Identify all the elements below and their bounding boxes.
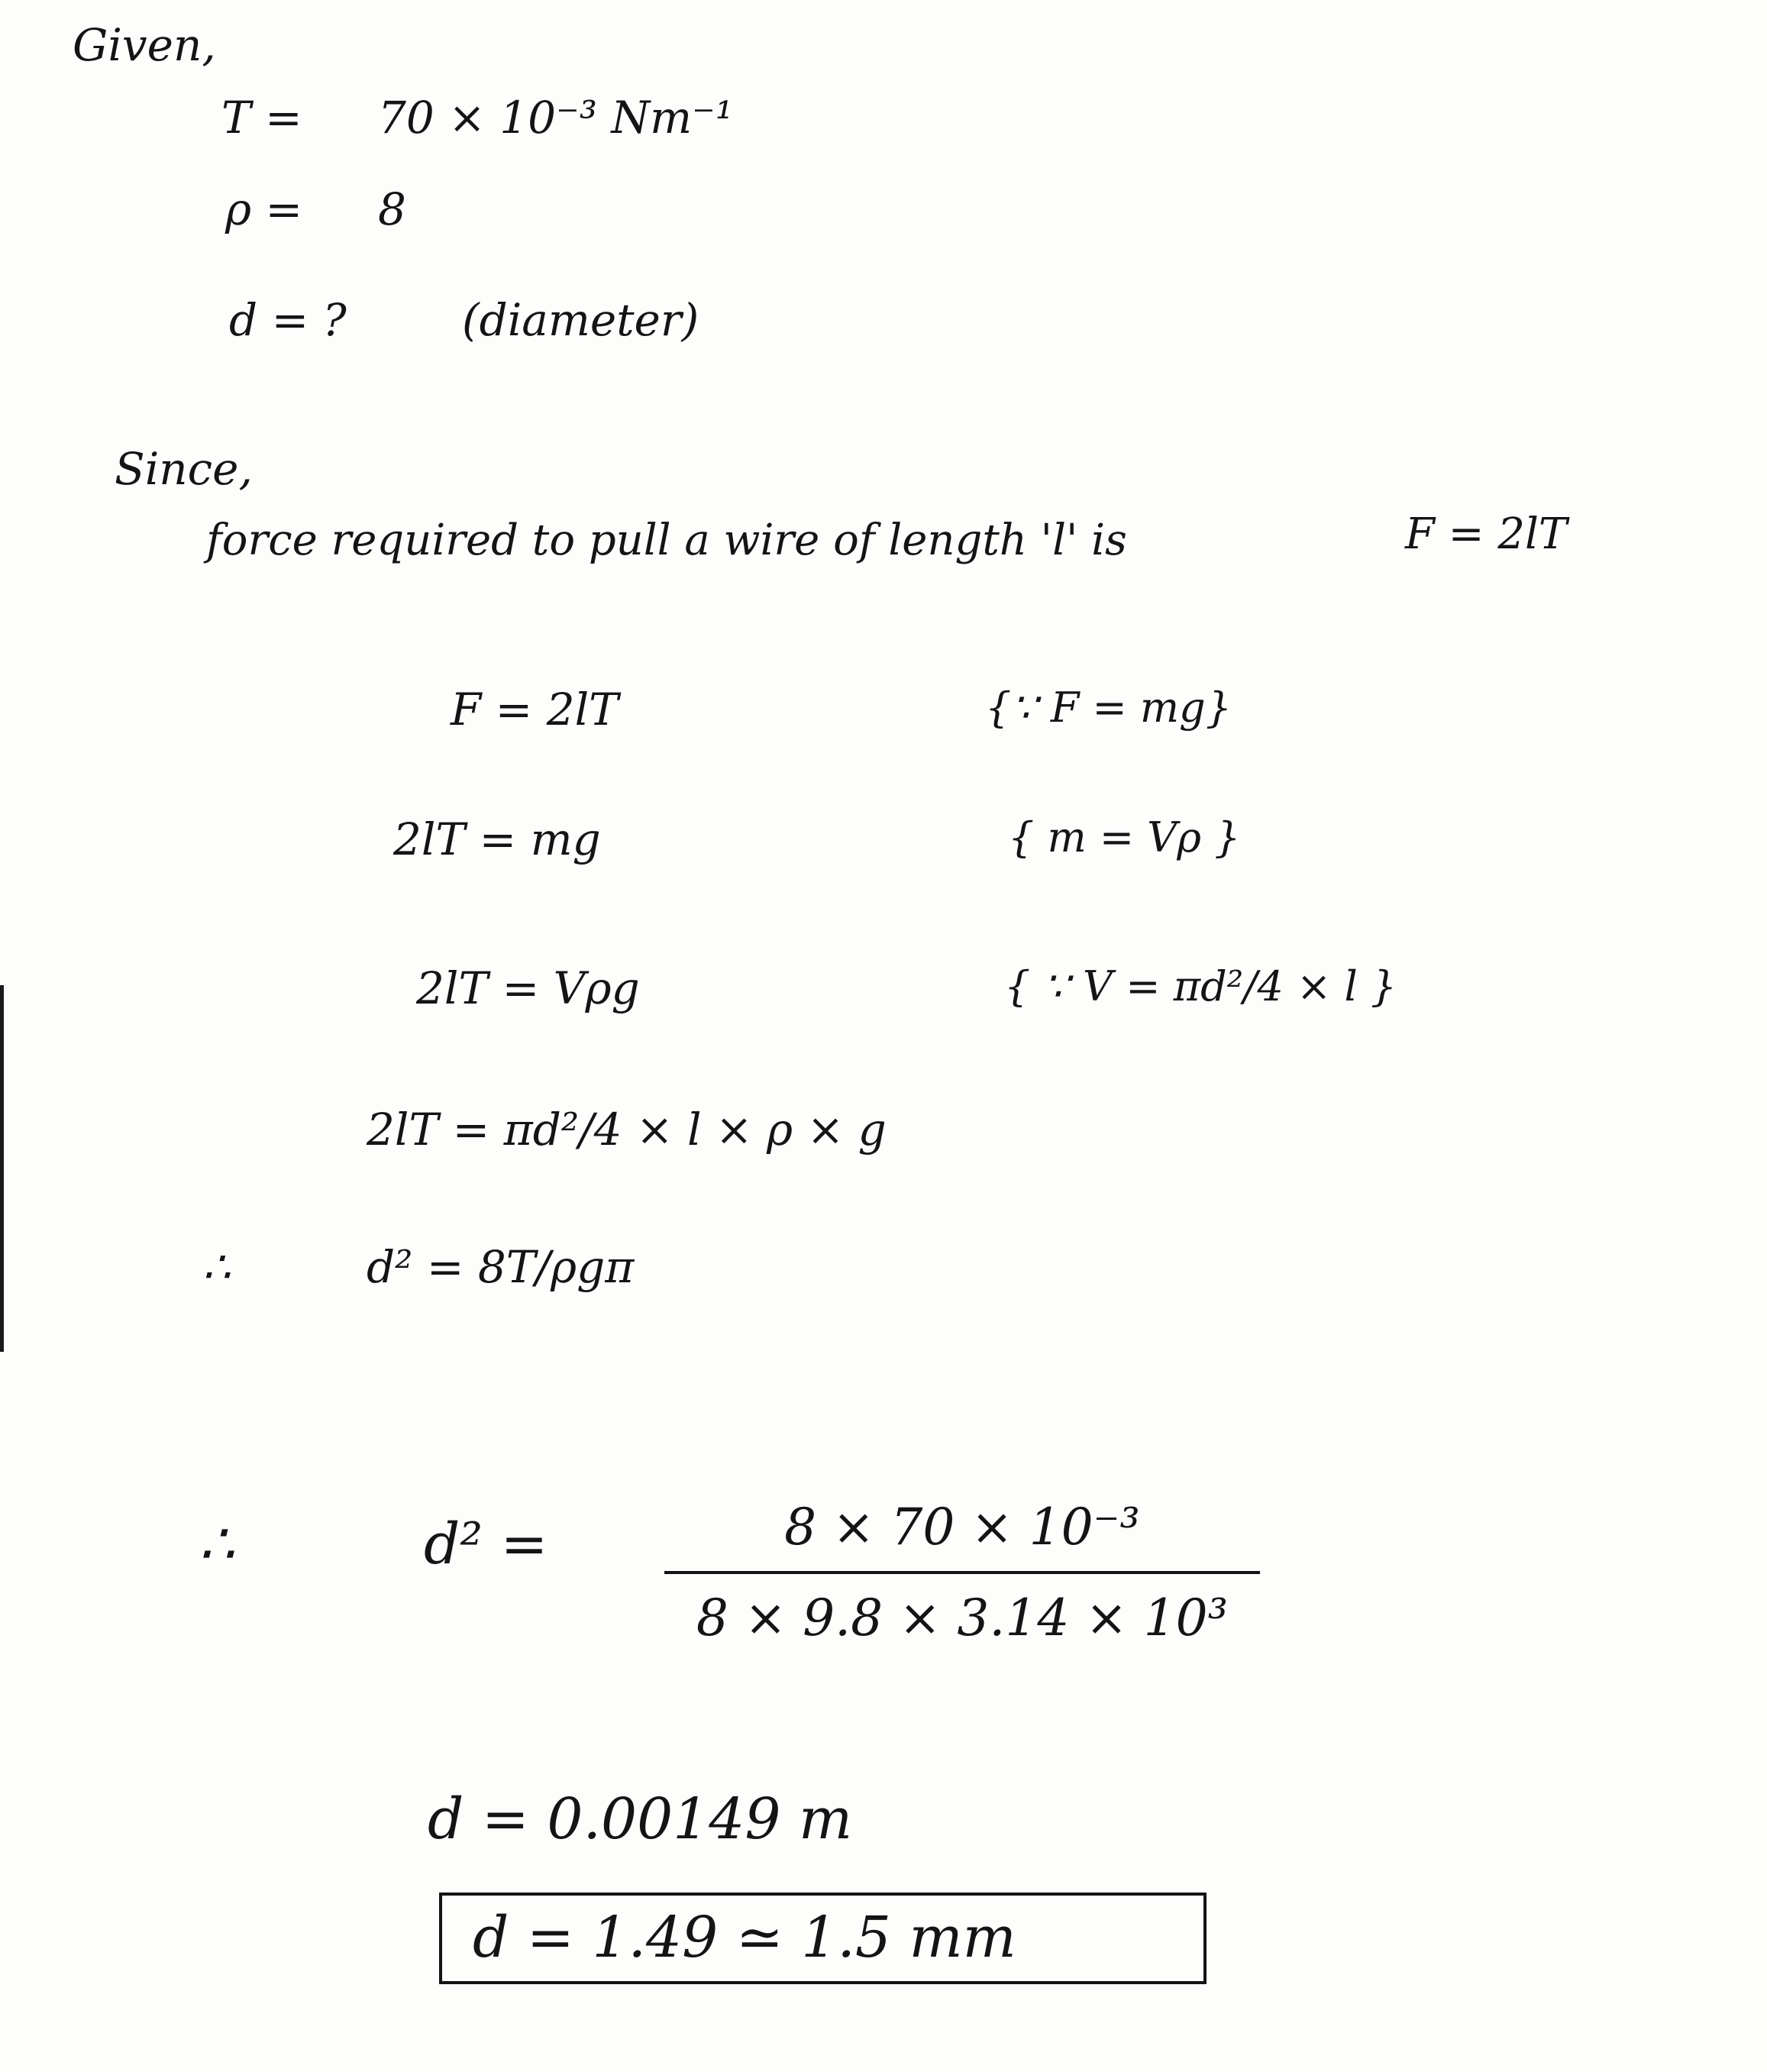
page-edge-line bbox=[0, 985, 4, 1352]
diameter-note: (diameter) bbox=[462, 294, 699, 346]
since-heading: Since, bbox=[115, 443, 253, 495]
diameter-label: d = ? bbox=[229, 294, 347, 346]
tension-label: T = bbox=[221, 92, 302, 144]
final-answer: d = 1.49 ≃ 1.5 mm bbox=[473, 1905, 1016, 1970]
force-statement-formula: F = 2lT bbox=[1405, 509, 1568, 559]
fraction-denominator: 8 × 9.8 × 3.14 × 10³ bbox=[696, 1589, 1229, 1648]
calculation-fraction bbox=[664, 1497, 1260, 1648]
note-force-mg: {∵ F = mg} bbox=[985, 684, 1232, 732]
note-volume: { ∵ V = πd²/4 × l } bbox=[1004, 962, 1397, 1010]
note-mass: { m = Vρ } bbox=[1008, 813, 1241, 861]
force-statement: force required to pull a wire of length 'l' is bbox=[206, 516, 1127, 565]
d-squared-lhs: d² = bbox=[424, 1511, 548, 1577]
equation-substituted: 2lT = πd²/4 × l × ρ × g bbox=[367, 1104, 887, 1156]
result-meters: d = 0.00149 m bbox=[428, 1786, 853, 1852]
fraction-bar bbox=[664, 1571, 1260, 1574]
therefore-symbol-2: ∴ bbox=[199, 1511, 235, 1577]
equation-volume: 2lT = Vρg bbox=[416, 962, 640, 1014]
equation-force: F = 2lT bbox=[451, 684, 619, 735]
therefore-symbol-1: ∴ bbox=[202, 1241, 231, 1293]
density-label: ρ = bbox=[225, 183, 303, 235]
fraction-numerator: 8 × 70 × 10⁻³ bbox=[784, 1498, 1140, 1556]
tension-value: 70 × 10⁻³ Nm⁻¹ bbox=[378, 92, 733, 144]
given-heading: Given, bbox=[73, 19, 216, 71]
equation-mg: 2lT = mg bbox=[393, 813, 601, 865]
final-answer-box bbox=[439, 1893, 1207, 1984]
density-value: 8 bbox=[378, 183, 406, 235]
equation-d-squared: d² = 8T/ρgπ bbox=[367, 1241, 635, 1293]
